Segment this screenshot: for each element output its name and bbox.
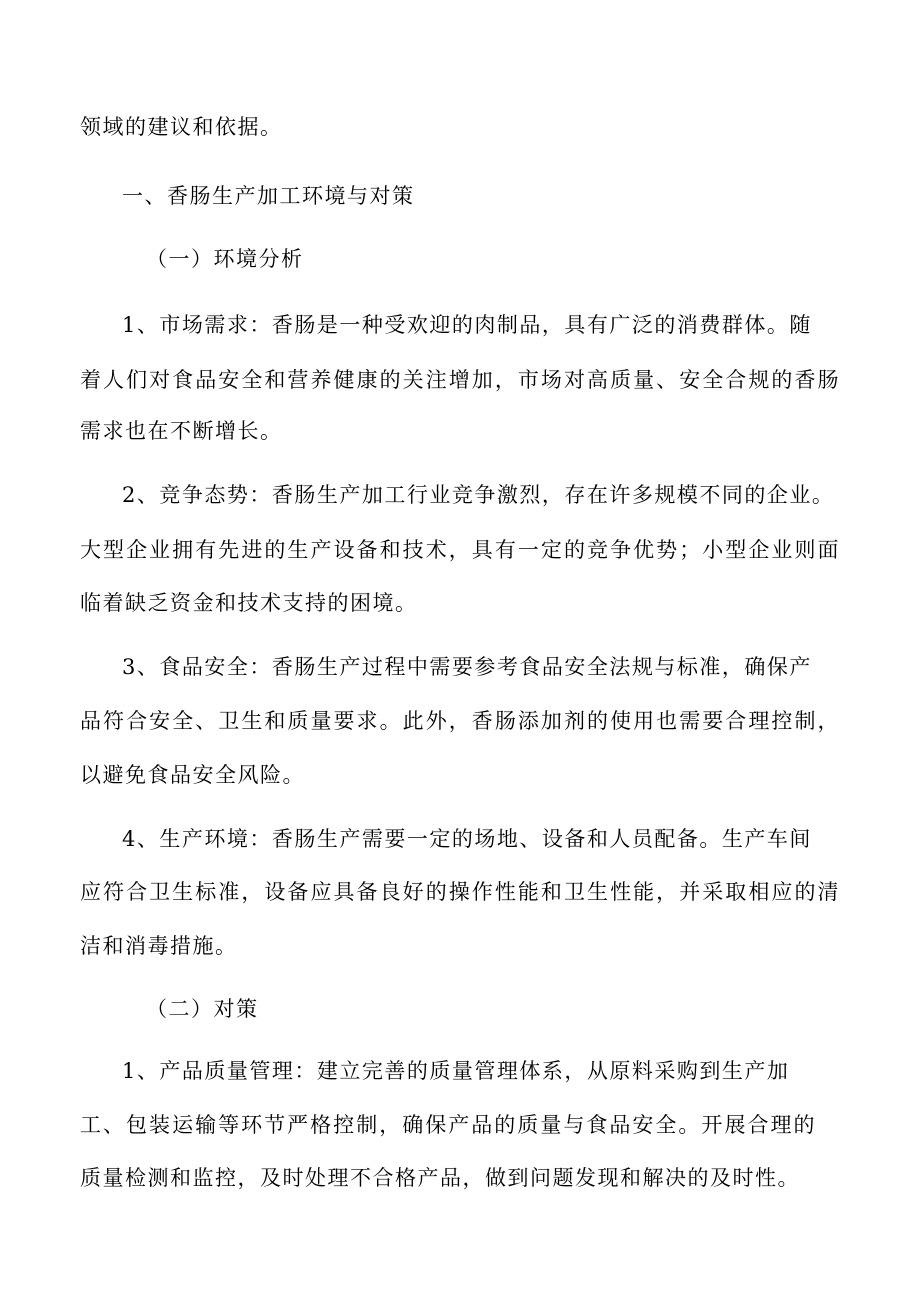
subsection-heading-strategy: （二）对策 [146, 997, 259, 1021]
analysis-item-2-line-1: 2、竞争态势：香肠生产加工行业竞争激烈，存在许多规模不同的企业。 [122, 483, 835, 507]
analysis-item-1-line-1: 1、市场需求：香肠是一种受欢迎的肉制品，具有广泛的消费群体。随 [122, 313, 812, 337]
analysis-item-4-line-2: 应符合卫生标准，设备应具备良好的操作性能和卫生性能，并采取相应的清 [80, 880, 840, 904]
analysis-item-3-line-1: 3、食品安全：香肠生产过程中需要参考食品安全法规与标准，确保产 [122, 655, 812, 679]
subsection-heading-analysis: （一）环境分析 [146, 247, 304, 271]
analysis-item-4-line-1: 4、生产环境：香肠生产需要一定的场地、设备和人员配备。生产车间 [122, 827, 812, 851]
analysis-item-1-line-3: 需求也在不断增长。 [80, 419, 283, 443]
analysis-item-3-line-3: 以避免食品安全风险。 [80, 763, 305, 787]
analysis-item-3-line-2: 品符合安全、卫生和质量要求。此外，香肠添加剂的使用也需要合理控制， [80, 709, 840, 733]
analysis-item-4-line-3: 洁和消毒措施。 [80, 934, 238, 958]
strategy-item-1-line-2: 工、包装运输等环节严格控制，确保产品的质量与食品安全。开展合理的 [80, 1113, 816, 1137]
section-heading: 一、香肠生产加工环境与对策 [122, 184, 415, 208]
analysis-item-2-line-3: 临着缺乏资金和技术支持的困境。 [80, 591, 418, 615]
strategy-item-1-line-1: 1、产品质量管理：建立完善的质量管理体系，从原料采购到生产加 [122, 1059, 790, 1083]
opening-line: 领域的建议和依据。 [80, 115, 283, 139]
analysis-item-1-line-2: 着人们对食品安全和营养健康的关注增加，市场对高质量、安全合规的香肠 [80, 368, 840, 392]
analysis-item-2-line-2: 大型企业拥有先进的生产设备和技术，具有一定的竞争优势；小型企业则面 [80, 538, 840, 562]
strategy-item-1-line-3: 质量检测和监控，及时处理不合格产品，做到问题发现和解决的及时性。 [80, 1166, 800, 1190]
